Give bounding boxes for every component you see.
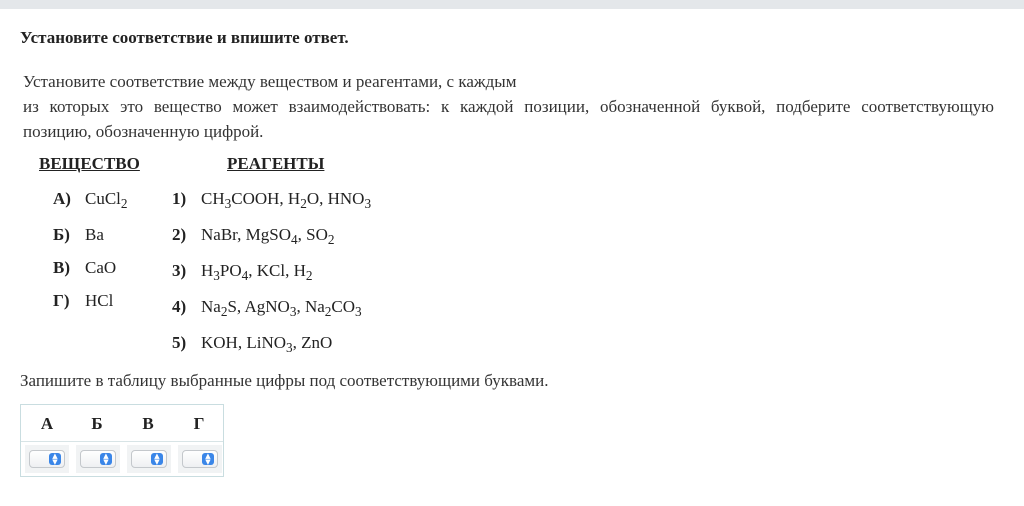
answer-select-g[interactable] <box>182 450 218 468</box>
reagent-formula: KOH, LiNO$_3$, ZnO <box>201 333 333 355</box>
reagent-label: 3) <box>172 261 187 280</box>
reagents-column-header: РЕАГЕНТЫ <box>227 154 325 173</box>
substance-column-header: ВЕЩЕСТВО <box>39 154 140 173</box>
select-arrows-icon: ▲ ▼ <box>49 453 61 465</box>
answer-select-b[interactable] <box>80 450 116 468</box>
substance-label: Г) <box>53 291 70 310</box>
select-arrows-icon: ▲ ▼ <box>100 453 112 465</box>
answer-header-v: В <box>142 414 154 433</box>
answer-select-v[interactable] <box>131 450 167 468</box>
substance-formula: Ba <box>85 225 104 244</box>
answer-header-b: Б <box>91 414 103 433</box>
reagent-label: 5) <box>172 333 187 352</box>
substance-formula: CuCl$_2$ <box>85 189 128 211</box>
answer-select-a[interactable] <box>29 450 65 468</box>
reagent-formula: $Na_2S$, AgNO$_3$, $Na_2CO_3$ <box>201 297 362 319</box>
reagent-formula: $CH_3COOH$, $H_2O$, $HNO_3$ <box>201 189 372 211</box>
substance-label: В) <box>53 258 70 277</box>
reagent-label: 1) <box>172 189 187 208</box>
select-arrows-icon: ▲ ▼ <box>151 453 163 465</box>
answer-table <box>20 404 224 477</box>
substance-label: А) <box>53 189 71 208</box>
task-heading: Установите соответствие и впишите ответ. <box>20 28 349 47</box>
task-description <box>23 69 994 144</box>
answer-header-g: Г <box>193 414 205 433</box>
reagent-formula: NaBr, MgSO$_4$, $SO_2$ <box>201 225 335 247</box>
reagent-formula: $H_3PO_4$, KCl, $H_2$ <box>201 261 313 283</box>
top-bar <box>0 0 1024 9</box>
answer-instruction: Запишите в таблицу выбранные цифры под соответствующими буквами. <box>20 371 549 390</box>
substance-formula: CaO <box>85 258 117 277</box>
select-arrows-icon: ▲ ▼ <box>202 453 214 465</box>
reagent-label: 2) <box>172 225 187 244</box>
reagent-label: 4) <box>172 297 187 316</box>
substance-formula: HCl <box>85 291 114 310</box>
description-line-2: из которых это вещество может взаимодействовать: к каждой позиции, обозначенной буквой, подберите соответствующую <box>23 97 994 116</box>
description-line-3: позицию, обозначенную цифрой. <box>23 122 264 141</box>
description-line-1: Установите соответствие между веществом и реагентами, с каждым <box>23 72 517 91</box>
substance-label: Б) <box>53 225 70 244</box>
answer-header-a: А <box>40 414 54 433</box>
answer-table-divider <box>21 441 223 442</box>
